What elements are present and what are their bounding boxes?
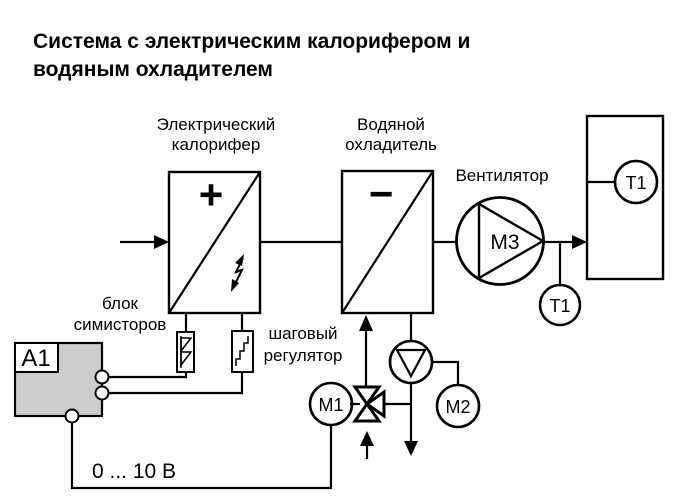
controller-terminal-3 xyxy=(66,410,79,423)
cooler-label-line1: Водяной xyxy=(357,115,425,134)
supply-arrow-into-cooler-icon xyxy=(359,315,373,331)
room-sensor-tag: Т1 xyxy=(625,173,647,193)
cooler-label-line2: охладитель xyxy=(345,135,437,154)
triac-label-line2: симисторов xyxy=(73,315,167,334)
supply-arrow-into-valve-icon xyxy=(360,431,374,446)
fan-motor-tag: М3 xyxy=(490,231,520,254)
fan-label: Вентилятор xyxy=(455,166,549,185)
heater-label-line1: Электрический xyxy=(156,115,276,134)
control-voltage-label: 0 ... 10 В xyxy=(92,460,177,483)
wire-pump-motor xyxy=(432,362,458,385)
step-regulator-label-line2: регулятор xyxy=(263,346,343,365)
valve-actuator-tag: М1 xyxy=(318,395,344,415)
controller-terminal-2 xyxy=(96,387,109,400)
return-arrow-out-icon xyxy=(404,441,418,456)
triac-label-line1: блок xyxy=(102,294,138,313)
step-regulator-label-line1: шаговый xyxy=(268,324,338,343)
controller-terminal-1 xyxy=(96,371,109,384)
diagram-title-line2: водяным охладителем xyxy=(33,58,273,81)
pump-motor-tag: М2 xyxy=(445,397,471,417)
heater-plus-symbol: + xyxy=(198,171,224,218)
cooler-minus-symbol: − xyxy=(368,170,394,217)
controller-tag: A1 xyxy=(21,345,51,372)
air-inlet-arrow-icon xyxy=(154,235,169,249)
heater-label-line2: калорифер xyxy=(171,135,261,154)
wire-triac-controller xyxy=(108,372,186,377)
after-fan-sensor-tag: Т1 xyxy=(549,296,571,316)
wire-step-controller xyxy=(108,372,242,393)
diagram-title-line1: Система с электрическим калорифером и xyxy=(33,30,471,53)
air-outlet-arrow-icon xyxy=(572,235,587,249)
